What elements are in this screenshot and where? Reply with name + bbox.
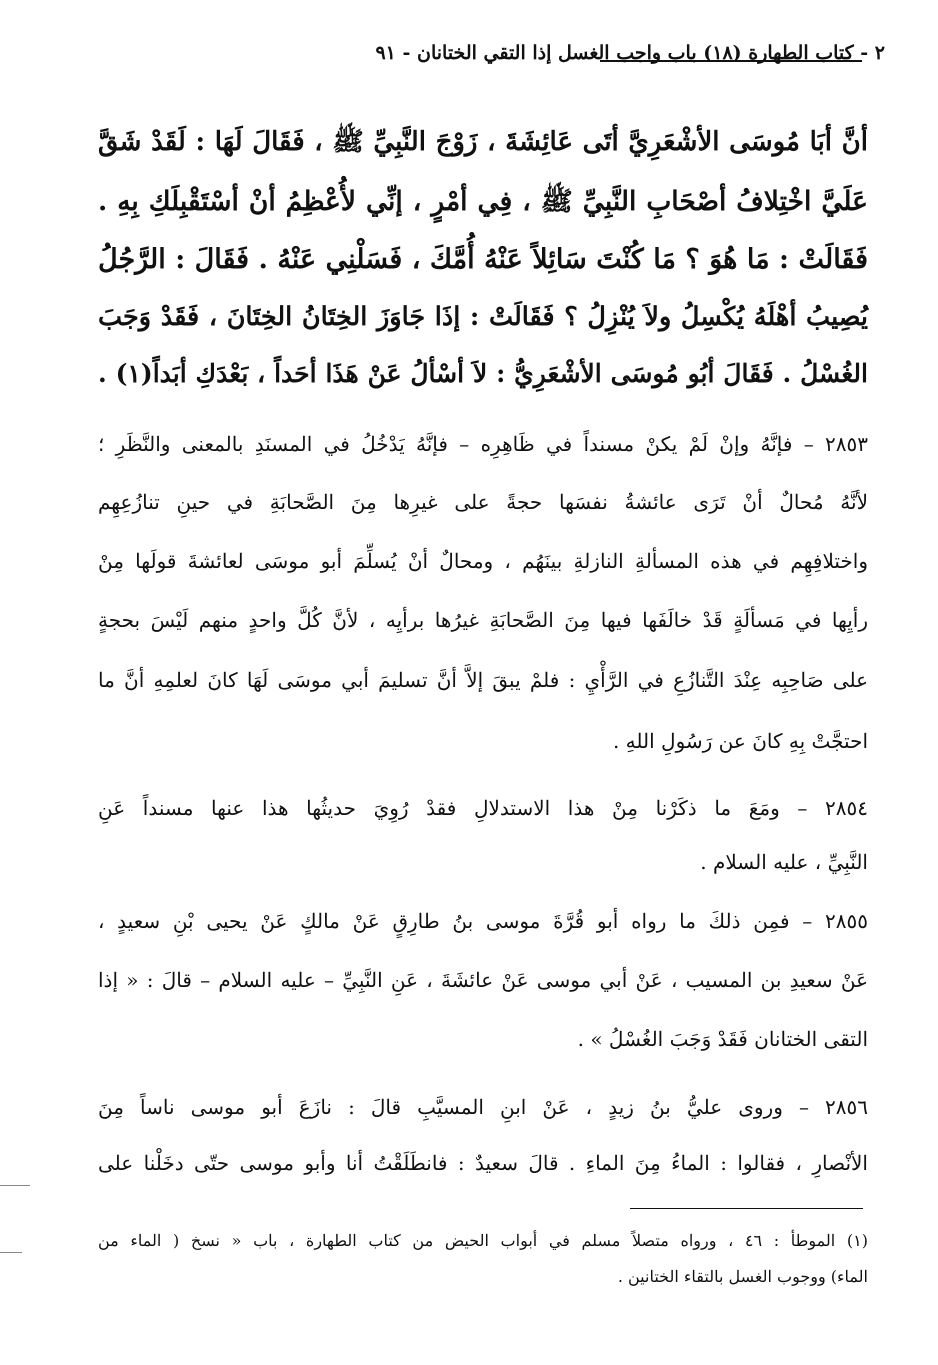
commentary-line: ٢٨٥٦ – وروى عليُّ بنُ زيدٍ ، عَنْ ابنِ المسيَّبِ قالَ : نازَعَ أبو موسى ناساً مِنَ — [98, 1095, 868, 1119]
footnote-line: الماء) ووجوب الغسل بالتقاء الختانين . — [617, 1267, 868, 1286]
scan-edge-mark — [0, 1185, 30, 1186]
commentary-line: النَّبِيِّ ، عليه السلام . — [700, 850, 868, 874]
running-header: ٢ - كتاب الطهارة (١٨) باب واجب الغسل إذا التقي الختانان - ٩١ — [375, 42, 885, 64]
commentary-line: ٢٨٥٥ – فمِن ذلكَ ما رواه أبو قُرَّةَ موسى بنُ طارِقٍ عَنْ مالكٍ عَنْ يحيى بْنِ سعيدٍ ، — [98, 909, 868, 933]
commentary-line: رأيِها في مَسألَةٍ قَدْ خالَفَها فيها مِنَ الصَّحابَةِ غيرُها برأيِه ، لأنَّ كُلَّ واحدٍ منهم لَيْسَ بحجةٍ — [98, 608, 868, 632]
commentary-line: التقى الختانان فَقَدْ وَجَبَ الغُسْلُ » . — [577, 1027, 868, 1051]
footnote-line: (١) الموطأ : ٤٦ ، ورواه متصلاً مسلم في أبواب الحيض من كتاب الطهارة ، باب « نسخ ( الماء من — [98, 1231, 868, 1250]
hadith-line: أنَّ أبَا مُوسَى الأشْعَرِيَّ أتَى عَائِشَةَ ، زَوْجَ النَّبِيِّ ﷺ ، فَقَالَ لَهَا : لَقَدْ شَقَّ — [98, 127, 869, 157]
footnote-rule — [630, 1208, 863, 1209]
hadith-line: عَلَيَّ اخْتِلافُ أصْحَابِ النَّبِيِّ ﷺ ، فِي أمْرٍ ، إنِّي لأُعْظِمُ أنْ أسْتَقْبِلَكِ بِهِ . — [98, 186, 868, 217]
scan-edge-mark — [0, 1252, 22, 1253]
commentary-line: الأنْصارِ ، فقالوا : الماءُ مِنَ الماءِ . قالَ سعيدٌ : فانطَلَقْتُ أنا وأبو موسى حتّى دخَلْنا على — [98, 1151, 868, 1175]
header-rule — [600, 60, 862, 62]
commentary-line: ٢٨٥٤ – ومَعَ ما ذكَرْنا مِنْ هذا الاستدلالِ فقدْ رُوِيَ حديثُها هذا عنها مسنداً عَنِ — [98, 796, 868, 820]
hadith-line: يُصِيبُ أهْلَهُ يُكْسِلُ ولاَ يُنْزِلُ ؟ فَقَالَتْ : إذَا جَاوَزَ الخِتَانُ الخِتَانَ ، فَقَدْ وَجَبَ — [98, 302, 868, 332]
commentary-line: واختلافِهِم في هذه المسألةِ النازلةِ بينَهُم ، ومحالٌ أنْ يُسلِّمَ أبو موسَى لعائشةَ قولَها مِنْ — [98, 549, 868, 573]
commentary-line: على صَاحِبِه عِنْدَ التَّنازُعِ في الرَّأْيِ : فلمْ يبقَ إلاَّ أنَّ تسليمَ أبي موسَى لَهَا كانَ لعلمِهِ أنَّ ما — [98, 668, 868, 692]
commentary-line: عَنْ سعيدِ بن المسيب ، عَنْ أبي موسى عَنْ عائشَةَ ، عَنِ النَّبِيِّ – عليه السلام – قالَ : « إذا — [98, 968, 868, 992]
commentary-line: احتجَّتْ بِهِ كانَ عن رَسُولِ اللهِ . — [612, 729, 868, 753]
hadith-line: الغُسْلُ . فَقَالَ أبُو مُوسَى الأشْعَرِيُّ : لاَ أسْألُ عَنْ هَذَا أحَداً ، بَعْدَكِ أبَداً(١) . — [98, 359, 868, 388]
commentary-line: ٢٨٥٣ – فإنَّهُ وإنْ لَمْ يكنْ مسنداً في ظَاهِرِه – فإنَّهُ يَدْخُلُ في المسنَدِ بالمعنى والنَّظَرِ ؛ — [98, 432, 868, 456]
hadith-line: فَقَالَتْ : مَا هُوَ ؟ مَا كُنْتَ سَائِلاً عَنْهُ أُمَّكَ ، فَسَلْنِي عَنْهُ . فَقَالَ : الرَّجُلُ — [98, 244, 868, 275]
commentary-line: لأنَّهُ مُحالٌ أنْ تَرَى عائشةُ نفسَها حجةً على غيرِها مِنَ الصَّحابَةِ في حينِ تنازُعِهِم — [98, 490, 868, 514]
